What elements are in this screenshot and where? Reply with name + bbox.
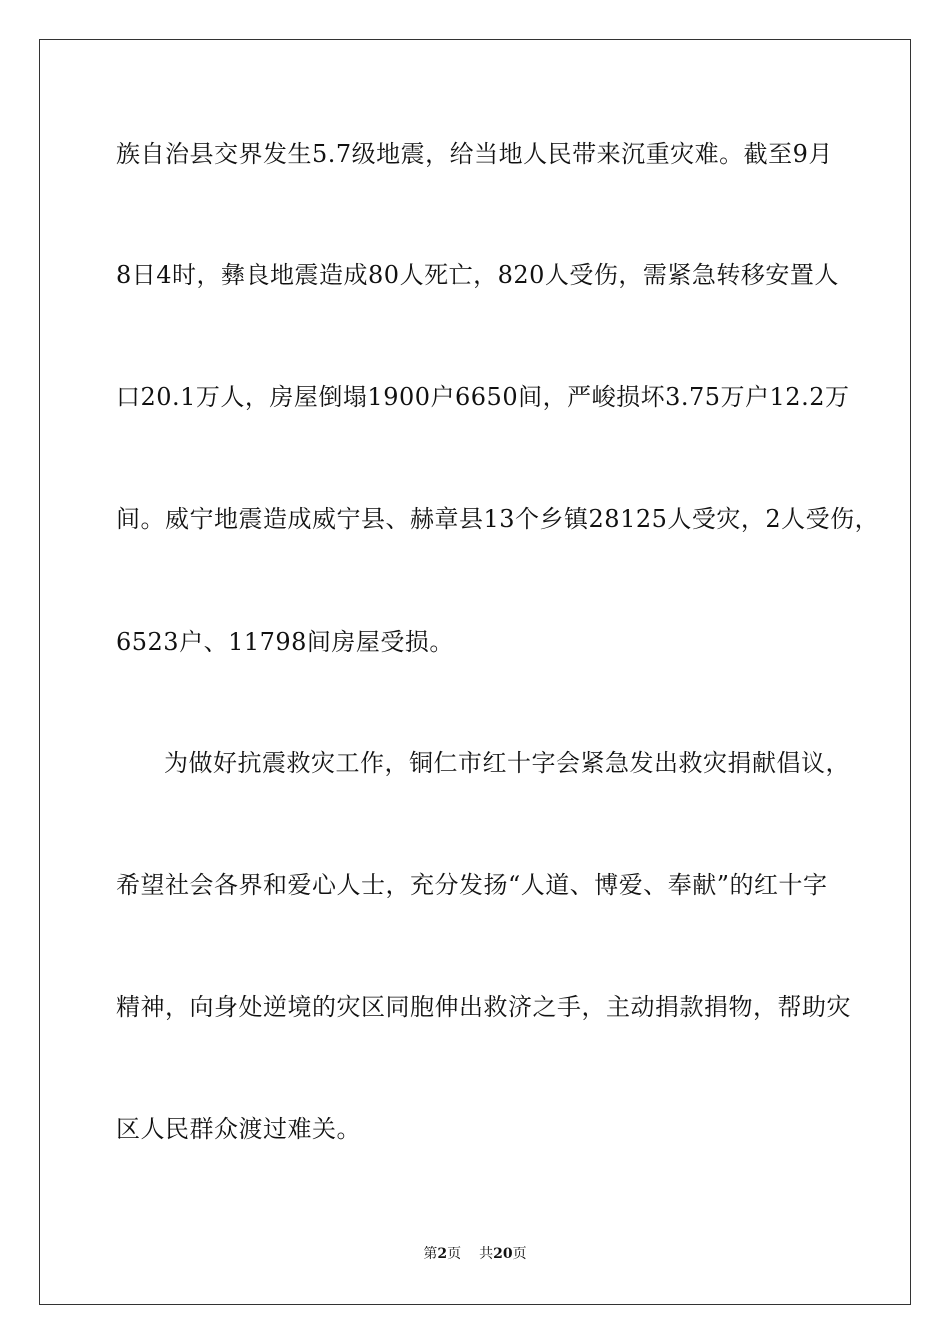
footer-page-suffix: 页 (447, 1246, 462, 1262)
body-line-8: 精神，向身处逆境的灾区同胞伸出救济之手，主动捐款捐物，帮助灾 (116, 993, 851, 1021)
body-line-1: 族自治县交界发生5.7级地震，给当地人民带来沉重灾难。截至9月 (116, 140, 833, 168)
body-line-5: 6523户、11798间房屋受损。 (116, 628, 454, 656)
footer-total-suffix: 页 (512, 1246, 527, 1262)
footer-total-number: 20 (493, 1246, 513, 1262)
body-line-4: 间。威宁地震造成威宁县、赫章县13个乡镇28125人受灾，2人受伤， (116, 505, 880, 533)
page-footer (0, 1245, 950, 1263)
footer-page-number: 2 (437, 1246, 448, 1262)
body-line-3: 口20.1万人，房屋倒塌1900户6650间，严峻损坏3.75万户12.2万 (116, 383, 850, 411)
footer-total-prefix: 共 (479, 1246, 494, 1262)
body-line-2: 8日4时，彝良地震造成80人死亡，820人受伤，需紧急转移安置人 (116, 261, 839, 289)
footer-page-prefix: 第 (423, 1246, 438, 1262)
body-line-7: 希望社会各界和爱心人士，充分发扬“人道、博爱、奉献”的红十字 (116, 871, 828, 899)
body-line-6-indented: 为做好抗震救灾工作，铜仁市红十字会紧急发出救灾捐献倡议， (164, 749, 850, 777)
body-line-9: 区人民群众渡过难关。 (116, 1115, 361, 1143)
